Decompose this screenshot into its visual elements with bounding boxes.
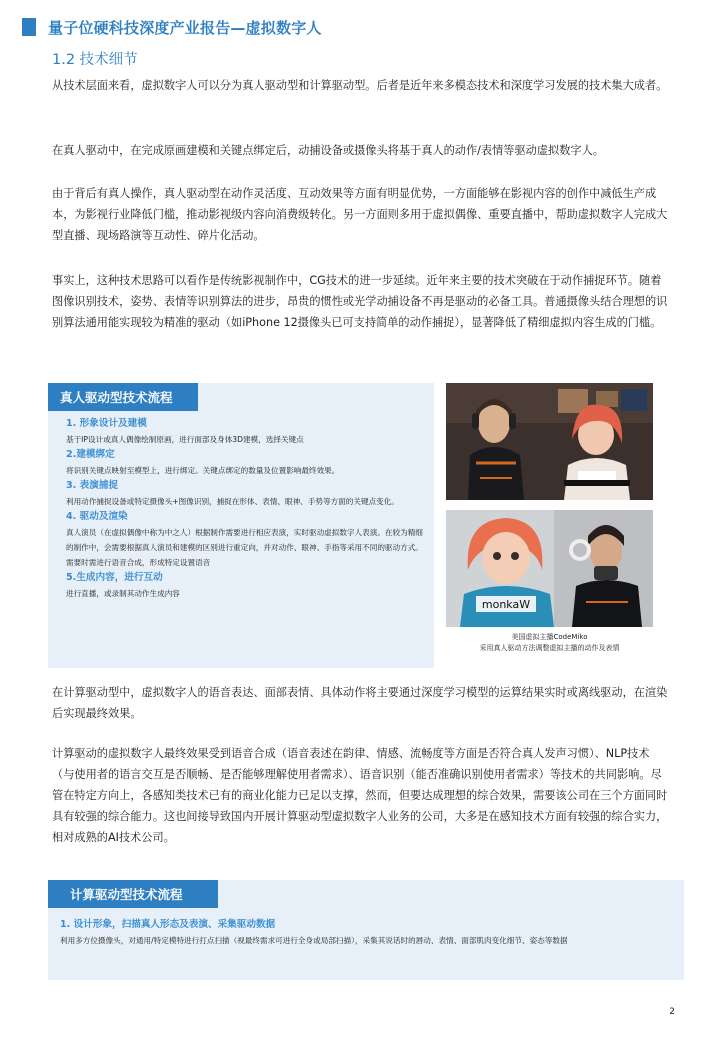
step-title: 1. 形象设计及建模	[66, 418, 147, 429]
section-title: 1.2 技术细节	[52, 52, 138, 68]
step-title: 2.建模绑定	[66, 449, 115, 460]
step-title: 3. 表演捕捉	[66, 480, 119, 491]
step-desc: 利用动作捕捉设备或特定摄像头+图像识别，捕捉在形体、表情、眼神、手势等方面的关键点变化。	[66, 497, 399, 506]
codemiko-photo-2	[446, 510, 653, 627]
codemiko-photo-1-illustration	[446, 383, 653, 500]
step-desc: 基于IP设计或真人偶像绘制原画，进行面部及身体3D建模，选择关键点	[66, 435, 304, 444]
codemiko-photo-2-illustration	[446, 510, 653, 627]
paragraph-4: 事实上，这种技术思路可以看作是传统影视制作中，CG技术的进一步延续。近年来主要的技术突破在于动作捕捉环节。随着图像识别技术，姿势、表情等识别算法的进步，昂贵的惯性或光学动捕设备不再是驱动的必备工具。普通摄像头结合理想的识别算法通用能实现较为精准的驱动（如iPhone 12摄像头已可支持简单的动作捕捉），显著降低了精细虚拟内容生成的门槛。	[52, 274, 668, 329]
step-desc: 将识别关键点映射至模型上，进行绑定。关键点绑定的数量及位置影响最终效果。	[66, 466, 340, 475]
step-desc: 进行直播，或录制其动作生成内容	[66, 589, 180, 598]
photo-caption-line-2: 采用真人驱动方法调整虚拟主播的动作及表情	[479, 644, 620, 652]
step-desc: 利用多方位摄像头，对通用/特定模特进行打点扫描（视最终需求可进行全身或局部扫描），采集其说话时的唇动、表情、面部肌肉变化细节、姿态等数据	[60, 936, 568, 945]
photo-caption-line-1: 美国虚拟主播CodeMiko	[511, 633, 588, 641]
step-desc: 真人演员（在虚拟偶像中称为中之人）根据制作需要进行相应表演，实时驱动虚拟数字人表演。在较为精细的制作中，会需要根据真人演员和建模的区别进行重定向，并对动作、眼神、手指等采用不同的驱动方式。	[66, 528, 423, 552]
compute-driven-flow-title: 计算驱动型技术流程	[48, 880, 218, 908]
paragraph-3: 由于背后有真人操作，真人驱动型在动作灵活度、互动效果等方面有明显优势，一方面能够在影视内容的创作中减低生产成本，为影视行业降低门槛，推动影视级内容向消费级转化。另一方面则多用于虚拟偶像、重要直播中，帮助虚拟数字人完成大型直播、现场路演等互动性、碎片化活动。	[52, 187, 668, 242]
paragraph-5: 在计算驱动型中，虚拟数字人的语音表达、面部表情、具体动作将主要通过深度学习模型的运算结果实时或离线驱动，在渲染后实现最终效果。	[52, 686, 668, 720]
paragraph-2: 在真人驱动中，在完成原画建模和关键点绑定后，动捕设备或摄像头将基于真人的动作/表情等驱动虚拟数字人。	[52, 144, 604, 157]
report-title: 量子位硬科技深度产业报告—虚拟数字人	[48, 18, 322, 37]
shirt-text: monkaW	[481, 598, 531, 611]
compute-driven-steps	[60, 916, 672, 949]
real-driven-steps	[66, 416, 426, 601]
real-driven-flow-box	[48, 383, 434, 668]
real-driven-flow-title: 真人驱动型技术流程	[48, 383, 198, 411]
step-title: 4. 驱动及渲染	[66, 511, 128, 522]
paragraph-1: 从技术层面来看，虚拟数字人可以分为真人驱动型和计算驱动型。后者是近年来多模态技术和深度学习发展的技术集大成者。	[52, 79, 668, 92]
page-number: 2	[669, 1007, 675, 1017]
header-square-icon	[22, 18, 36, 36]
paragraph-6: 计算驱动的虚拟数字人最终效果受到语音合成（语音表述在韵律、情感、流畅度等方面是否符合真人发声习惯）、NLP技术（与使用者的语言交互是否顺畅、是否能够理解使用者需求）、语音识别（能否准确识别使用者需求）等技术的共同影响。尽管在特定方向上，各感知类技术已有的商业化能力已足以支撑，然而，但要达成理想的综合效果，需要该公司在三个方面同时具有较强的综合能力。这也间接导致国内开展计算驱动型虚拟数字人业务的公司，大多是在感知技术方面有较强的综合实力，相对成熟的AI技术公司。	[52, 747, 668, 844]
step-title: 1. 设计形象，扫描真人形态及表演、采集驱动数据	[60, 919, 276, 930]
step-title: 5.生成内容，进行互动	[66, 572, 163, 583]
report-header	[22, 16, 322, 38]
step-desc: 需要时需进行语音合成，形成特定设置语音	[66, 558, 211, 567]
codemiko-photo-1	[446, 383, 653, 500]
compute-driven-flow-box	[48, 880, 684, 980]
